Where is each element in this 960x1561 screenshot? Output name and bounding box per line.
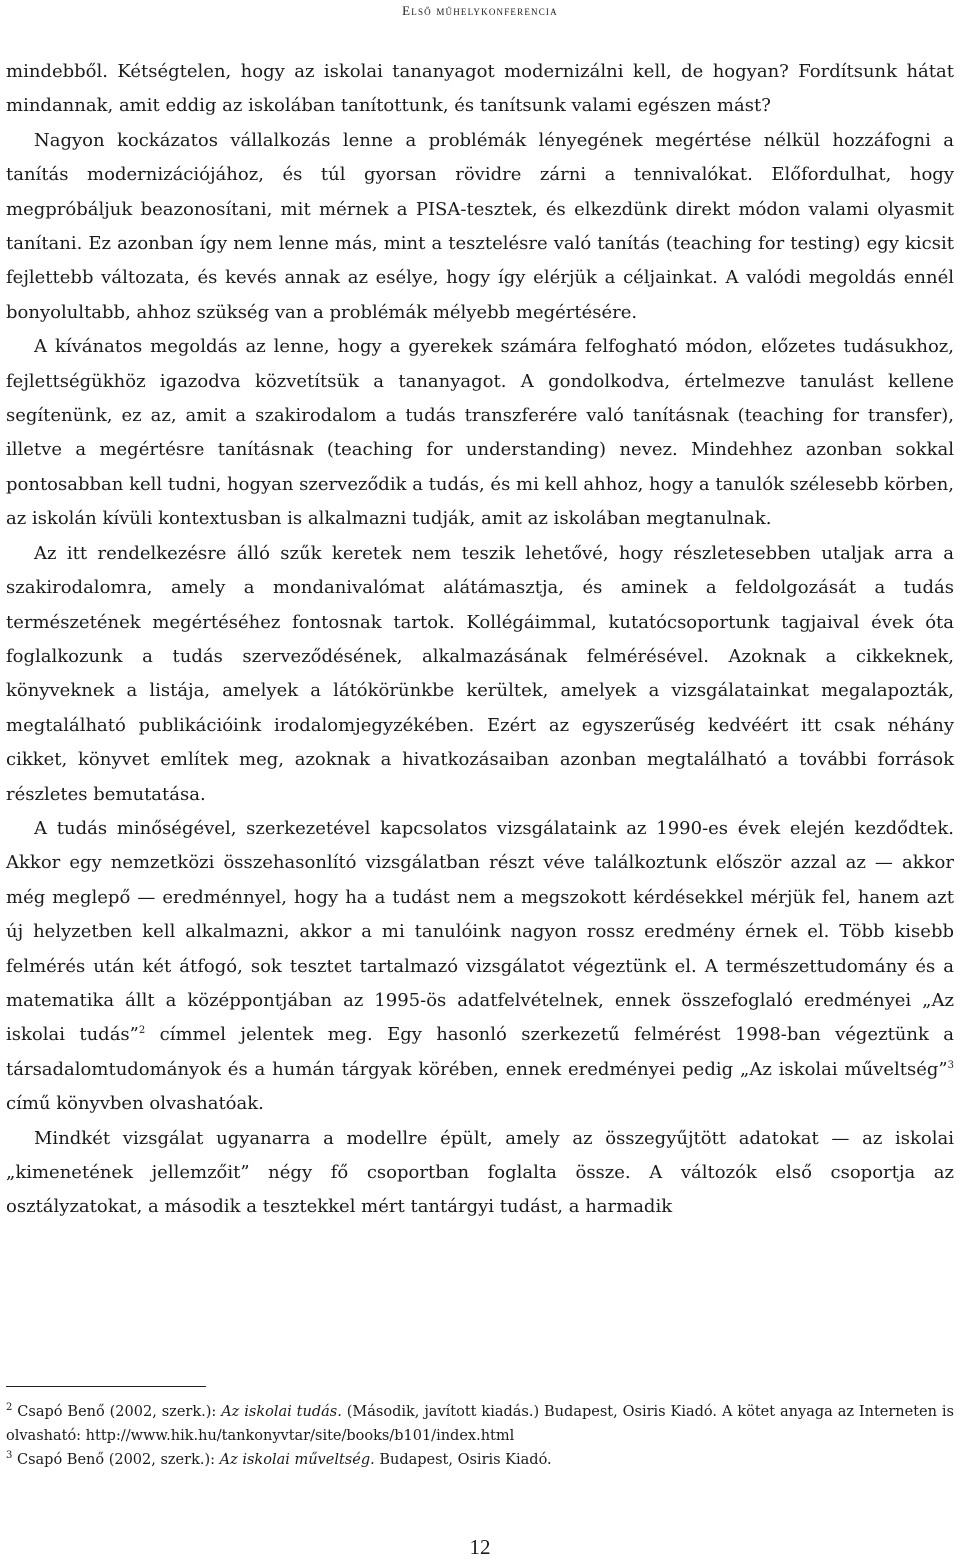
running-header: Első műhelykonferencia	[402, 3, 558, 18]
paragraph: mindebből. Kétségtelen, hogy az iskolai tananyagot modernizálni kell, de hogyan? Fordítsunk hátat mindannak, amit eddig az iskolában tanítottunk, és tanítsunk valami egészen mást?	[6, 61, 954, 117]
paragraph-text: A tudás minőségével, szerkezetével kapcsolatos vizsgálataink az 1990-es évek elején kezdődtek. Akkor egy nemzetközi összehasonlító vizsgálatban részt véve találkoztunk először azzal az — akkor még meglepő — eredménnyel, hogy ha a tudást nem a megszokott kérdésekkel mérjük fel, hanem azt új helyzetben kell alkalmazni, akkor a mi tanulóink nagyon rossz eredmény érnek el. Több kisebb felmérés után két átfogó, sok tesztet tartalmazó vizsgálatot végeztünk el. A természettudomány és a matematika állt a középpontjában az 1995-ös adatfelvételnek, ennek összefoglaló eredményei „Az iskolai tudás”	[6, 817, 954, 1046]
footnote-title: Az iskolai műveltség.	[219, 1452, 375, 1468]
footnote-mark: 2	[6, 1402, 13, 1414]
page-number: 12	[469, 1535, 491, 1559]
footnote-ref[interactable]: 3	[947, 1059, 954, 1071]
paragraph: A kívánatos megoldás az lenne, hogy a gyerekek számára felfogható módon, előzetes tudásukhoz, fejlettségükhöz igazodva közvetítsük a tananyagot. A gondolkodva, értelmezve tanulást kellene segítenünk, ez az, amit a szakirodalom a tudás transzferére való tanításnak (teaching for transfer), illetve a megértésre tanításnak (teaching for understanding) nevez. Mindehhez azonban sokkal pontosabban kell tudni, hogyan szerveződik a tudás, és mi kell ahhoz, hogy a tanulók szélesebb körben, az iskolán kívüli kontextusban is alkalmazni tudják, amit az iskolában megtanulnak.	[6, 336, 955, 530]
footnote	[6, 1400, 954, 1448]
footnote-author: Csapó Benő (2002, szerk.):	[12, 1452, 220, 1468]
footnote-details: Budapest, Osiris Kiadó.	[374, 1452, 552, 1468]
footnote-title: Az iskolai tudás.	[221, 1404, 342, 1420]
footnote	[6, 1448, 954, 1472]
footnote-details: (Második, javított kiadás.) Budapest, Osiris Kiadó. A kötet anyaga az Interneten is olvasható: http://www.hik.hu/tankonyvtar/site/books/b101/index.html	[6, 1404, 954, 1444]
footnote-mark: 3	[6, 1450, 13, 1462]
paragraph-text: címmel jelentek meg. Egy hasonló szerkezetű felmérést 1998-ban végeztünk a társadalomtudományok és a humán tárgyak körében, ennek eredményei pedig „Az iskolai műveltség”	[6, 1024, 954, 1080]
footnotes	[6, 1400, 954, 1472]
body-text	[6, 55, 954, 1225]
paragraph: Mindkét vizsgálat ugyanarra a modellre épült, amely az összegyűjtött adatokat — az iskolai „kimenetének jellemzőit” négy fő csoportban foglalta össze. A változók első csoportja az osztályzatokat, a második a tesztekkel mért tantárgyi tudást, a harmadik	[6, 1127, 954, 1218]
paragraph	[6, 812, 954, 1122]
paragraph: Az itt rendelkezésre álló szűk keretek nem teszik lehetővé, hogy részletesebben utaljak arra a szakirodalomra, amely a mondanivalómat alátámasztja, és aminek a feldolgozását a tudás természetének megértéséhez fontosnak tartok. Kollégáimmal, kutatócsoportunk tagjaival évek óta foglalkozunk a tudás szerveződésének, alkalmazásának felmérésével. Azoknak a cikkeknek, könyveknek a listája, amelyek a látókörünkbe kerültek, amelyek a vizsgálatainkat megalapozták, megtalálható publikációink irodalomjegyzékében. Ezért az egyszerűség kedvéért itt csak néhány cikket, könyvet említek meg, azoknak a hivatkozásaiban azonban megtalálható a további források részletes bemutatása.	[6, 542, 954, 805]
paragraph: Nagyon kockázatos vállalkozás lenne a problémák lényegének megértése nélkül hozzáfogni a tanítás modernizációjához, és túl gyorsan rövidre zárni a tennivalókat. Előfordulhat, hogy megpróbáljuk beazonosítani, mit mérnek a PISA-tesztek, és elkezdünk direkt módon valami olyasmit tanítani. Ez azonban így nem lenne más, mint a tesztelésre való tanítás (teaching for testing) egy kicsit fejlettebb változata, és kevés annak az esélye, hogy így elérjük a céljainkat. A valódi megoldás ennél bonyolultabb, ahhoz szükség van a problémák mélyebb megértésére.	[6, 129, 954, 323]
footnote-ref[interactable]: 2	[138, 1025, 146, 1037]
footnote-author: Csapó Benő (2002, szerk.):	[12, 1404, 222, 1420]
paragraph-text: című könyvben olvashatóak.	[6, 1093, 264, 1115]
footnote-divider	[6, 1386, 206, 1387]
